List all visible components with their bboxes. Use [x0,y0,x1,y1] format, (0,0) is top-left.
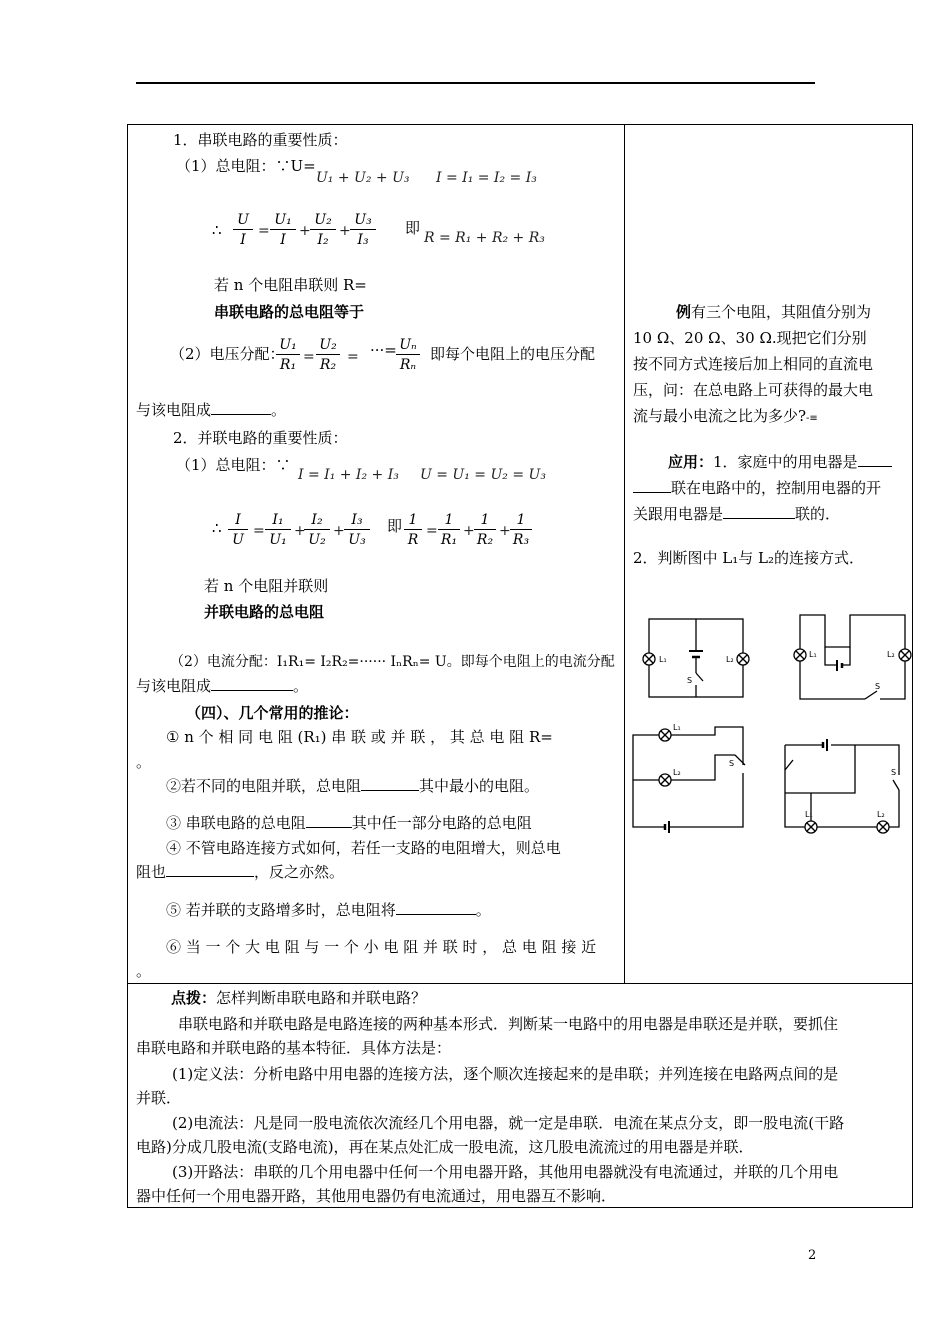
example-line3: 按不同方式连接后加上相同的直流电 [633,355,874,373]
par-frac-1-r: $\frac{1}{R}$ [404,511,422,550]
tip-p2: (1)定义法：分析电路中用电器的连接方法，逐个顺次连接起来的是串联；并列连接在电路两点间的是 [172,1065,839,1083]
example-line4: 压，问：在总电路上可获得的最大电 [633,381,874,399]
therefore-2: ∴ [212,519,222,537]
application-line3: 关跟用电器是 联的． [633,505,841,523]
tip-p1b: 串联电路和并联电路的基本特征．具体方法是： [136,1039,452,1057]
par-frac-i3-u3: $\frac{\text{I₃}}{\text{U₃}}$ [344,511,370,550]
series-frac-u-i: $\frac{U}{I}$ [233,211,253,250]
cd-blank[interactable] [211,690,293,691]
parallel-title: 2．并联电路的重要性质： [173,429,348,447]
series-frac-u2-i2: $\frac{\text{U₂}}{\text{I₂}}$ [310,211,336,250]
therefore-1: ∴ [212,221,222,239]
tip-p2b: 并联． [136,1089,182,1107]
page-number: 2 [808,1248,817,1263]
tip-p1: 串联电路和并联电路是电路连接的两种基本形式．判断某一电路中的用电器是串联还是并联，要抓住 [178,1015,839,1033]
current-dist: （2）电流分配：I₁R₁= I₂R₂=······ IₙRₙ= U。即每个电阻上的电流分配 [170,654,615,670]
svg-text:S: S [891,768,897,777]
vd-frac-2: $\frac{\text{U₂}}{\text{R₂}}$ [316,336,340,375]
application-line1: 应用：1．家庭中的用电器是 [668,452,892,472]
par-frac-i-u: $\frac{I}{U}$ [228,511,248,550]
corollary-3: ③ 串联电路的总电阻 其中任一部分电路的总电阻 [166,814,532,832]
svg-text:L₂: L₂ [877,810,885,819]
svg-text:L₁: L₁ [673,723,681,732]
tip-p4b: 器中任何一个用电器开路，其他用电器仍有电流通过，用电器互不影响． [136,1187,617,1205]
c3-blank[interactable] [306,827,352,828]
tip-question: 点拨：怎样判断串联电路和并联电路？ [171,989,427,1007]
corollary-6: ⑥ 当 一 个 大 电 阻 与 一 个 小 电 阻 并 联 时 ， 总 电 阻 接 近 [166,938,597,956]
circuit-diagrams [625,605,913,855]
par-frac-1-r2: $\frac{1}{\text{R₂}}$ [474,511,496,550]
series-voltage-sum: U₁ + U₂ + U₃ [316,170,410,186]
app-blank-3[interactable] [723,518,795,519]
parallel-total-res-label: （1）总电阻：∵ [176,456,291,474]
ji-1: 即 [405,219,421,237]
vd-frac-n: $\frac{\text{Uₙ}}{\text{Rₙ}}$ [396,336,420,375]
series-n-resistors: 若 n 个电阻串联则 R= [214,276,367,294]
app-blank-1[interactable] [858,466,892,467]
corollary-5: ⑤ 若并联的支路增多时，总电阻将 。 [166,901,491,919]
par-frac-i1-u1: $\frac{\text{I₁}}{\text{U₁}}$ [265,511,291,550]
series-frac-u3-i3: $\frac{\text{U₃}}{\text{I₃}}$ [350,211,376,250]
vd-dots: ···= [370,341,397,359]
svg-text:S: S [687,676,693,685]
corollary-2: ②若不同的电阻并联，总电阻 其中最小的电阻。 [166,777,540,795]
parallel-total-label: 并联电路的总电阻 [204,603,325,621]
tip-p3b: 电路)分成几股电流(支路电流)，再在某点处汇成一股电流，这几股电流流过的用电器是并联． [136,1138,754,1156]
svg-text:L₁: L₁ [805,810,813,819]
question-2: 2．判断图中 L₁与 L₂的连接方式． [633,549,865,567]
example-line1: 例有三个电阻，其阻值分别为 [676,303,872,321]
cd-line2: 与该电阻成 。 [136,677,309,695]
tip-p3: (2)电流法：凡是同一股电流依次流经几个用电器，就一定是串联．电流在某点分支，即一股电流(干路 [172,1114,845,1132]
par-frac-i2-u2: $\frac{\text{I₂}}{\text{U₂}}$ [304,511,330,550]
corollary-4: ④ 不管电路连接方式如何，若任一支路的电阻增大，则总电 [166,839,561,857]
par-frac-1-r1: $\frac{1}{\text{R₁}}$ [438,511,460,550]
series-res-sum: R = R₁ + R₂ + R₃ [424,230,545,246]
par-frac-1-r3: $\frac{1}{\text{R₃}}$ [510,511,532,550]
svg-text:S: S [875,682,881,691]
parallel-voltage-eq: U = U₁ = U₂ = U₃ [420,467,546,483]
c2-blank[interactable] [361,790,419,791]
application-line2: 联在电路中的，控制用电器的开 [633,478,881,498]
vd-tail: 即每个电阻上的电压分配 [430,345,596,363]
series-total-res-label: （1）总电阻：∵U= [176,157,316,175]
header-rule [136,82,815,84]
series-frac-u1-i: $\frac{\text{U₁}}{I}$ [270,211,296,250]
c5-blank[interactable] [396,914,476,915]
svg-text:L₁: L₁ [659,655,667,664]
voltage-dist-label: （2）电压分配： [170,345,285,363]
svg-text:L₁: L₁ [809,650,817,659]
svg-text:L₂: L₂ [887,650,895,659]
example-line5: 流与最小电流之比为多少?-≡ [633,407,818,425]
corollaries-title: （四）、几个常用的推论： [186,704,359,722]
series-total-equals: 串联电路的总电阻等于 [214,303,365,321]
app-blank-2[interactable] [633,492,671,493]
parallel-n-resistors: 若 n 个电阻并联则 [204,577,329,595]
corollary-1-end: 。 [136,753,152,771]
circuit-3 [633,727,745,833]
vd-frac-1: $\frac{\text{U₁}}{\text{R₁}}$ [276,336,300,375]
vd-blank[interactable] [211,414,271,415]
svg-text:L₂: L₂ [726,655,734,664]
corollary-4-b: 阻也 ，反之亦然。 [136,863,345,881]
c4-blank[interactable] [166,876,254,877]
corollary-1: ① n 个 相 同 电 阻 (R₁) 串 联 或 并 联 ， 其 总 电 阻 R= [166,728,553,746]
tip-p4: (3)开路法：串联的几个用电器中任何一个用电器开路，其他用电器就没有电流通过，并联的几个用电 [172,1163,839,1181]
example-line2: 10 Ω、20 Ω、30 Ω.现把它们分别 [633,329,867,347]
series-title: 1．串联电路的重要性质： [173,131,348,149]
svg-text:S: S [729,759,735,768]
ji-2: 即 [387,517,403,535]
vd-line2: 与该电阻成 。 [136,401,287,419]
svg-text:L₂: L₂ [673,768,681,777]
parallel-current-sum: I = I₁ + I₂ + I₃ [298,467,399,483]
corollary-6-end: 。 [136,962,152,980]
series-current-eq: I = I₁ = I₂ = I₃ [436,170,537,186]
